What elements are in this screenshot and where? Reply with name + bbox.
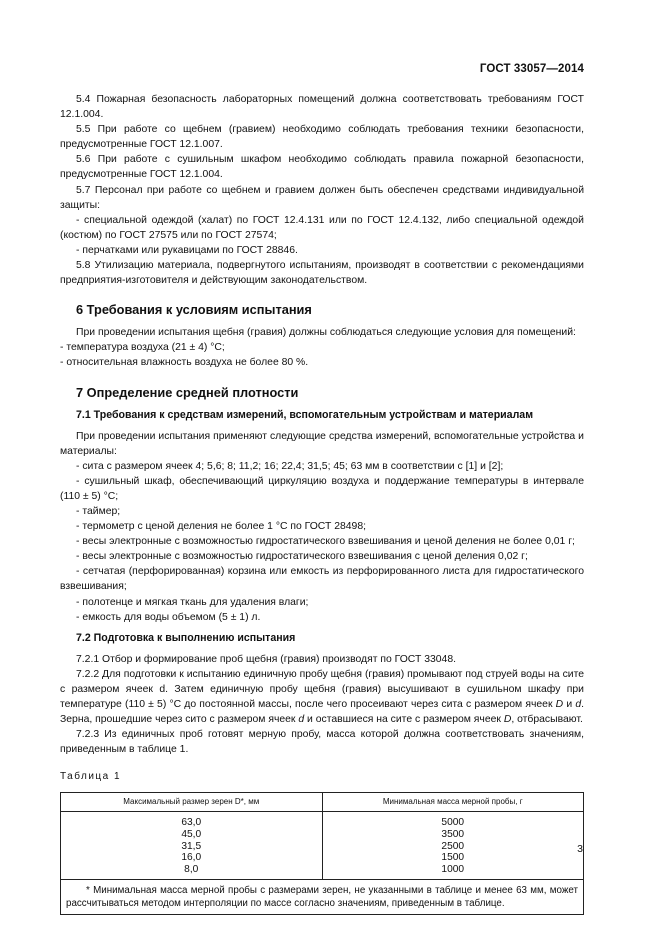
document-code: ГОСТ 33057—2014 [479,63,584,75]
table-cell: 63,0 [181,817,202,829]
page-content [60,92,584,915]
table-cell: 1000 [441,863,465,875]
table-cell: 2500 [441,840,465,852]
table-cell: 5000 [441,817,465,829]
table-cell: 16,0 [181,852,202,864]
list-item-basket: - сетчатая (перфорированная) корзина или емкость из перфорированного листа для гидростатического взвешивания; [60,566,584,593]
section-6-intro: При проведении испытания щебня (гравия) должны соблюдаться следующие условия для помещений: [76,327,576,339]
table-column-max-size [61,812,323,880]
list-item-clothing: - специальной одеждой (халат) по ГОСТ 12.4.131 или по ГОСТ 12.4.132, либо специальной одеждой (костюм) по ГОСТ 27575 или по ГОСТ 27574; [60,214,584,241]
table-1 [60,792,584,915]
paragraph-5-5: 5.5 При работе со щебнем (гравием) необходимо соблюдать требования техники безопасности, предусмотренные ГОСТ 12.1.007. [60,124,584,151]
list-item-oven: - сушильный шкаф, обеспечивающий циркуляцию воздуха и поддержание температуры в интервале (110 ± 5) °С; [60,475,584,502]
section-6-item-temperature: - температура воздуха (21 ± 4) °С; [60,342,225,354]
section-6-item-humidity: - относительная влажность воздуха не более 80 %. [60,357,309,369]
list-item-container: - емкость для воды объемом (5 ± 1) л. [76,611,261,623]
paragraph-5-8: 5.8 Утилизацию материала, подвергнутого испытаниям, производят в соответствии с рекомендациями предприятия-изготовителя и действующим законодательством. [60,260,584,287]
table-header-max-size: Максимальный размер зерен D*, мм [61,793,323,812]
page-number: 3 [577,843,583,855]
section-7-1-heading: 7.1 Требования к средствам измерений, вспомогательным устройствам и материалам [76,408,534,421]
table-label: Таблица 1 [60,771,122,783]
section-7-1-intro: При проведении испытания применяют следующие средства измерений, вспомогательные устройства и материалы: [60,430,584,457]
list-item-towel: - полотенце и мягкая ткань для удаления влаги; [76,596,309,608]
list-item-scales-2: - весы электронные с возможностью гидростатического взвешивания с ценой деления 0,02 г; [76,551,528,563]
table-cell: 1500 [441,852,465,864]
paragraph-7-2-3: 7.2.3 Из единичных проб готовят мерную пробу, масса которой должна соответствовать значениям, приведенным в таблице 1. [60,729,584,756]
paragraph-7-2-1: 7.2.1 Отбор и формирование проб щебня (гравия) производят по ГОСТ 33048. [76,653,456,665]
paragraph-5-4: 5.4 Пожарная безопасность лабораторных помещений должна соответствовать требованиям ГОСТ 12.1.004. [60,94,584,121]
list-item-thermometer: - термометр с ценой деления не более 1 °С по ГОСТ 28498; [76,521,366,533]
list-item-timer: - таймер; [76,505,121,517]
section-7-2-heading: 7.2 Подготовка к выполнению испытания [76,631,296,644]
section-7-heading: 7 Определение средней плотности [76,384,299,400]
table-cell: 45,0 [181,829,202,841]
table-cell: 31,5 [181,840,202,852]
paragraph-5-7: 5.7 Персонал при работе со щебнем и гравием должен быть обеспечен средствами индивидуальной защиты: [60,184,584,211]
table-footnote: * Минимальная масса мерной пробы с размерами зерен, не указанными в таблице и менее 63 мм, может рассчитываться методом интерполяции по массе согласно значениям, приведенным в таблице. [61,880,584,915]
table-cell: 3500 [441,829,465,841]
paragraph-7-2-2: 7.2.2 Для подготовки к испытанию единичную пробу щебня (гравия) промывают под струей воды на сите с размером ячеек d. Затем единичную пробу щебня (гравия) высушивают в сушильном шкафу при температуре (110 ± 5) °С до постоянной массы, после чего просеивают через сита с размером ячеек D и d. Зерна, прошедшие через сито с размером ячеек d и оставшиеся на сите с размером ячеек D, отбрасывают. [60,668,584,726]
section-6-heading: 6 Требования к условиям испытания [76,302,312,318]
table-column-min-mass [322,812,584,880]
list-item-scales-1: - весы электронные с возможностью гидростатического взвешивания и ценой деления не более 0,01 г; [76,536,575,548]
list-item-gloves: - перчатками или рукавицами по ГОСТ 28846. [76,244,298,256]
table-header-min-mass: Минимальная масса мерной пробы, г [322,793,584,812]
paragraph-5-6: 5.6 При работе с сушильным шкафом необходимо соблюдать правила пожарной безопасности, предусмотренные ГОСТ 12.1.004. [60,154,584,181]
list-item-sieves: - сита с размером ячеек 4; 5,6; 8; 11,2; 16; 22,4; 31,5; 45; 63 мм в соответствии с [1] и [2]; [76,460,504,472]
table-cell: 8,0 [184,863,199,875]
